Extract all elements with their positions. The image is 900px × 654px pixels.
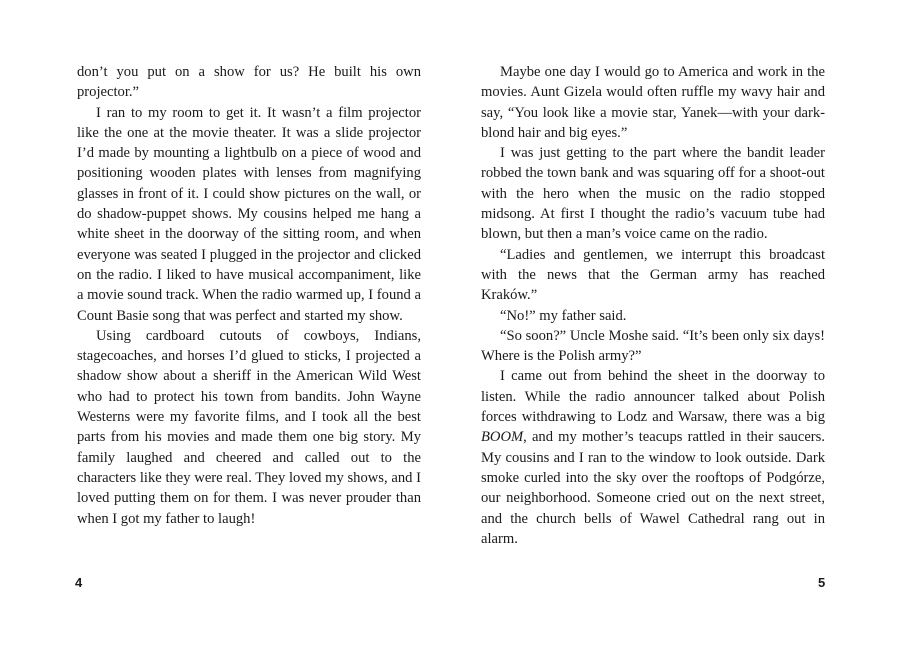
paragraph-text: I came out from behind the sheet in the doorway to listen. While the radio announcer talked about Polish forces withdrawing to Lodz and Warsaw, there was a big: [481, 368, 825, 426]
emphasized-word: BOOM: [481, 429, 524, 446]
paragraph-continued: don’t you put on a show for us? He built his own projector.”: [77, 64, 421, 101]
paragraph: “No!” my father said.: [500, 307, 627, 324]
paragraph-text: , and my mother’s teacups rattled in their saucers. My cousins and I ran to the window to look outside. Dark smoke curled into the sky over the rooftops of Podgórze, our neighborhood. Someone cried out on the next street, and the church bells of Wawel Cathedral rang out in alarm.: [481, 429, 825, 547]
right-page: [481, 62, 825, 549]
paragraph: I ran to my room to get it. It wasn’t a film projector like the one at the movie theater. It was a slide projector I’d made by mounting a lightbulb on a piece of wood and positioning wooden plates with lenses from magnifying glasses in front of it. I could show pictures on the wall, or do shadow-puppet shows. My cousins helped me hang a white sheet in the doorway of the sitting room, and when everyone was seated I plugged in the projector and clicked on the radio. I liked to have musical accompaniment, like a movie sound track. When the radio warmed up, I found a Count Basie song that was perfect and started my show.: [77, 104, 421, 324]
paragraph: I was just getting to the part where the bandit leader robbed the town bank and was squaring off for a shoot-out with the hero when the music on the radio stopped midsong. At first I thought the radio’s vacuum tube had blown, but then a man’s voice came on the radio.: [481, 145, 825, 243]
page-number-right: 5: [818, 575, 826, 590]
paragraph: “So soon?” Uncle Moshe said. “It’s been only six days! Where is the Polish army?”: [481, 327, 825, 365]
page-number-left: 4: [75, 575, 83, 590]
paragraph: “Ladies and gentlemen, we interrupt this broadcast with the news that the German army has reached Kraków.”: [481, 246, 825, 304]
paragraph: Using cardboard cutouts of cowboys, Indians, stagecoaches, and horses I’d glued to sticks, I projected a shadow show about a sheriff in the American Wild West who had to protect his town from bandits. John Wayne Westerns were my favorite films, and I took all the best parts from his movies and made them one big story. My family laughed and cheered and called out to the characters like they were real. They loved my shows, and I loved putting them on for them. I was never prouder than when I got my father to laugh!: [77, 327, 421, 527]
paragraph: Maybe one day I would go to America and work in the movies. Aunt Gizela would often ruffle my wavy hair and say, “You look like a movie star, Yanek—with your dark-blond hair and big eyes.”: [481, 64, 825, 141]
left-page: [77, 62, 421, 529]
paragraph-with-emphasis: [481, 366, 825, 549]
